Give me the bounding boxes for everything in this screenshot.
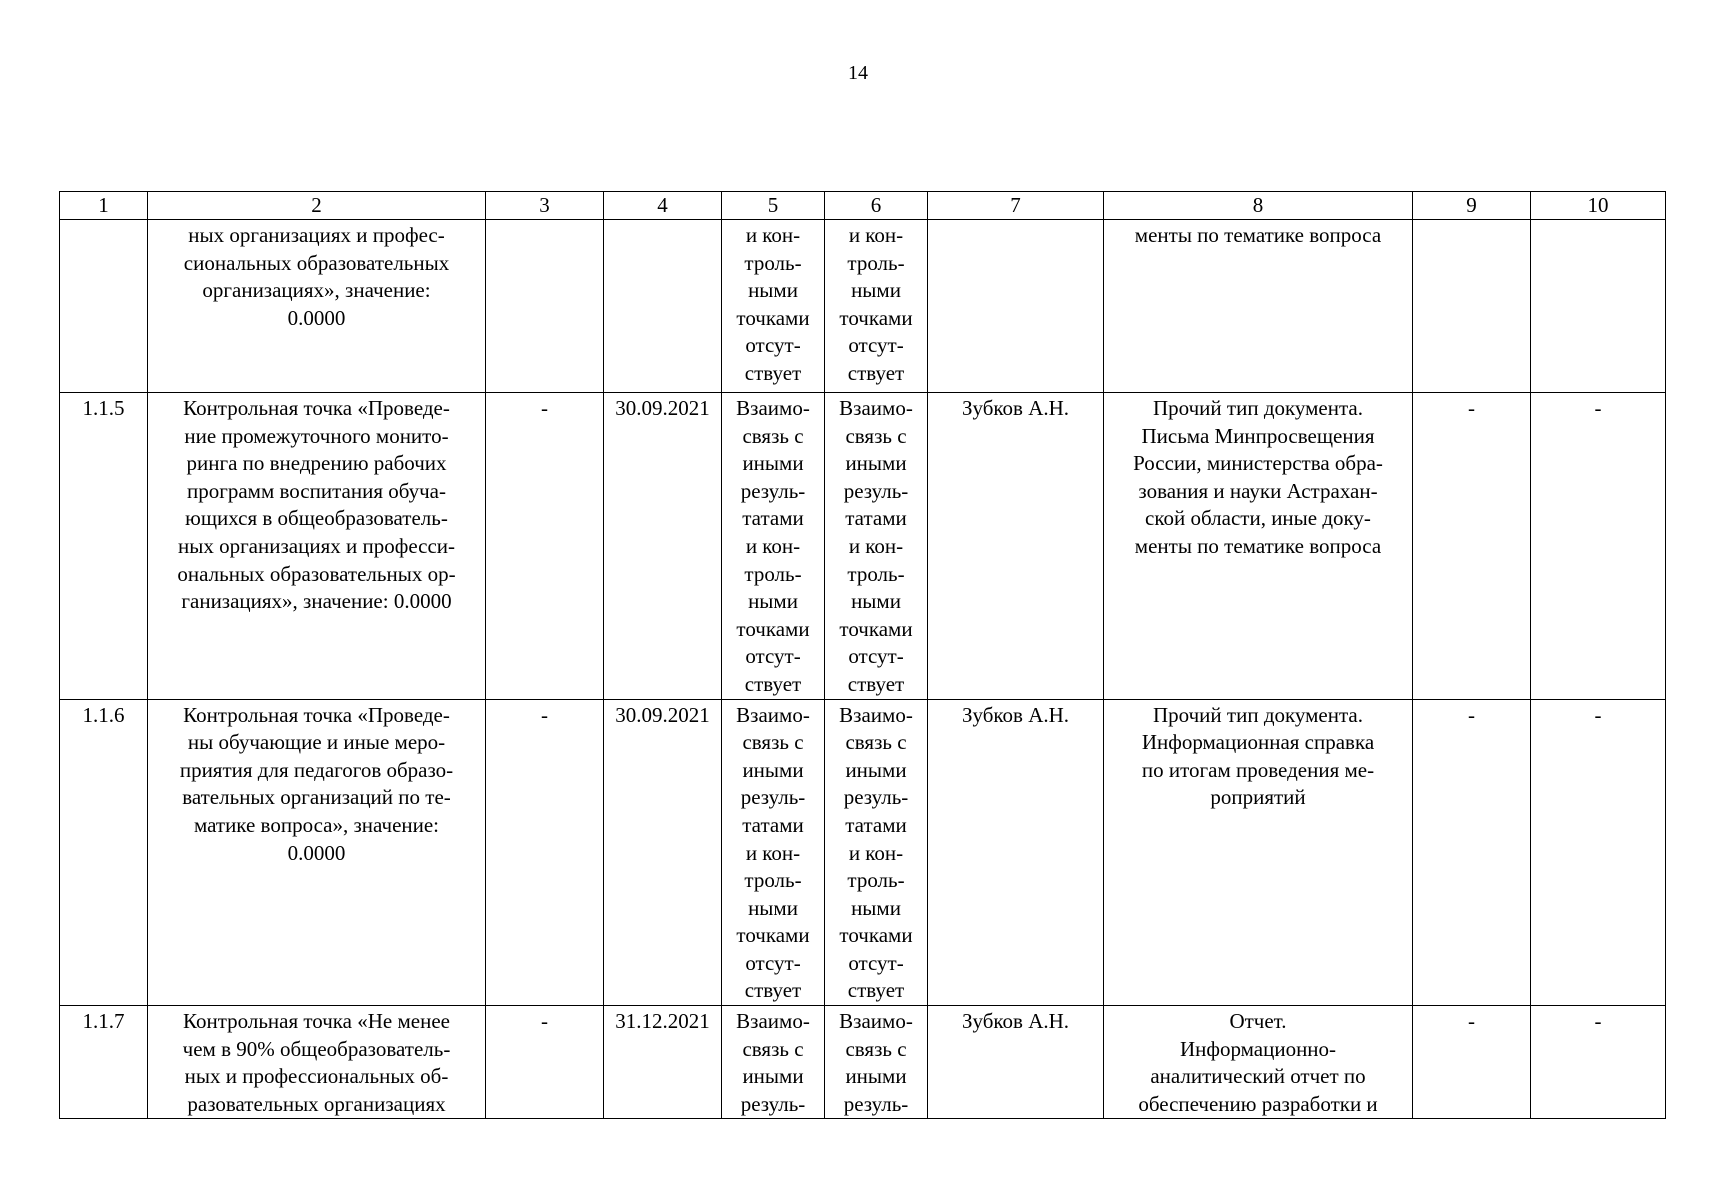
cell-text-line: резуль- [843, 1091, 909, 1116]
relation-cell [722, 1006, 825, 1119]
cell-text-line: троль- [847, 250, 905, 275]
document-type-cell [1104, 699, 1413, 1006]
responsible-cell [928, 220, 1104, 393]
cell-text-line: резуль- [740, 1091, 806, 1116]
column-header: 7 [928, 192, 1104, 220]
cell-text-line: ющихся в общеобразователь- [185, 506, 448, 531]
cell-text-line: чем в 90% общеобразователь- [182, 1036, 451, 1061]
header-row [60, 192, 1666, 220]
cell-text-line: менты по тематике вопроса [1134, 533, 1382, 558]
cell-text-line: троль- [744, 561, 802, 586]
cell-text-line: сиональных образовательных [183, 250, 450, 275]
cell-text-line: зования и науки Астрахан- [1138, 478, 1378, 503]
responsible-cell: Зубков А.Н. [928, 1006, 1104, 1119]
cell-text-line: ными [851, 278, 901, 303]
cell-text-line: по итогам проведения ме- [1141, 757, 1375, 782]
cell-text-line: троль- [847, 868, 905, 893]
cell-text-line: и кон- [745, 840, 801, 865]
relation-cell [722, 699, 825, 1006]
table-row [60, 393, 1666, 700]
date-cell: 31.12.2021 [604, 1006, 722, 1119]
cell-text-line: отсут- [848, 950, 904, 975]
column-10-cell: - [1531, 699, 1666, 1006]
cell-text-line: России, министерства обра- [1133, 451, 1383, 476]
cell-text-line: Отчет. [1229, 1009, 1287, 1034]
table-row [60, 1006, 1666, 1119]
cell-text-line: троль- [847, 561, 905, 586]
row-number-cell [60, 220, 148, 393]
cell-text-line: Взаимо- [736, 702, 810, 727]
document-type-cell [1104, 1006, 1413, 1119]
cell-text-line: иными [845, 451, 907, 476]
responsible-cell: Зубков А.Н. [928, 699, 1104, 1006]
cell-text-line: программ воспитания обуча- [187, 478, 446, 503]
cell-text-line: отсут- [745, 333, 801, 358]
cell-text-line: отсут- [745, 644, 801, 669]
relation-cell [825, 1006, 928, 1119]
cell-text-line: связь с [845, 730, 907, 755]
cell-text-line: ных и профессиональных об- [184, 1064, 449, 1089]
row-number-cell: 1.1.5 [60, 393, 148, 700]
column-header: 3 [486, 192, 604, 220]
cell-text-line: резуль- [740, 785, 806, 810]
cell-text-line: связь с [845, 423, 907, 448]
date-cell: 30.09.2021 [604, 393, 722, 700]
cell-text-line: аналитический отчет по [1150, 1064, 1366, 1089]
date-cell: 30.09.2021 [604, 699, 722, 1006]
cell-text-line: связь с [742, 1036, 804, 1061]
description-cell [148, 699, 486, 1006]
cell-text-line: менты по тематике вопроса [1134, 223, 1382, 247]
cell-text-line: точками [839, 305, 913, 330]
relation-cell [825, 393, 928, 700]
cell-text-line: отсут- [745, 950, 801, 975]
column-9-cell: - [1413, 699, 1531, 1006]
relation-cell [722, 220, 825, 393]
cell-text-line: Взаимо- [839, 396, 913, 420]
cell-text-line: Прочий тип документа. [1153, 396, 1363, 420]
column-header: 6 [825, 192, 928, 220]
cell-text-line: Прочий тип документа. [1153, 702, 1363, 727]
cell-text-line: роприятий [1210, 785, 1306, 810]
cell-text-line: Контрольная точка «Проведе- [183, 396, 450, 420]
column-10-cell [1531, 220, 1666, 393]
cell-text-line: точками [839, 616, 913, 641]
cell-text-line: точками [736, 305, 810, 330]
column-header: 2 [148, 192, 486, 220]
cell-text-line: татами [742, 812, 804, 837]
column-header: 9 [1413, 192, 1531, 220]
cell-text-line: ных организациях и профес- [188, 223, 445, 247]
cell-text-line: ными [748, 895, 798, 920]
cell-text-line: организациях», значение: [202, 278, 431, 303]
column-9-cell [1413, 220, 1531, 393]
cell-text-line: ствует [744, 978, 802, 1003]
column-10-cell: - [1531, 1006, 1666, 1119]
relation-cell [825, 220, 928, 393]
cell-text-line: связь с [845, 1036, 907, 1061]
cell-text-line: ствует [847, 671, 905, 696]
cell-text-line: и кон- [848, 223, 904, 247]
cell-text-line: татами [845, 812, 907, 837]
cell-text-line: приятия для педагогов образо- [179, 757, 454, 782]
cell-text-line: Взаимо- [736, 396, 810, 420]
document-type-cell [1104, 220, 1413, 393]
cell-text-line: Информационная справка [1141, 730, 1375, 755]
cell-text-line: Письма Минпросвещения [1141, 423, 1375, 448]
column-header: 4 [604, 192, 722, 220]
cell-text-line: татами [845, 506, 907, 531]
cell-text-line: ринга по внедрению рабочих [186, 451, 447, 476]
column-header: 1 [60, 192, 148, 220]
cell-text-line: резуль- [740, 478, 806, 503]
cell-text-line: ными [748, 278, 798, 303]
table-row [60, 220, 1666, 393]
base-value-cell: - [486, 393, 604, 700]
cell-text-line: ствует [744, 360, 802, 385]
cell-text-line: точками [736, 923, 810, 948]
cell-text-line: Взаимо- [839, 702, 913, 727]
relation-cell [825, 699, 928, 1006]
document-type-cell [1104, 393, 1413, 700]
column-10-cell: - [1531, 393, 1666, 700]
cell-text-line: ствует [847, 360, 905, 385]
cell-text-line: ской области, иные доку- [1145, 506, 1371, 531]
cell-text-line: отсут- [848, 333, 904, 358]
cell-text-line: Взаимо- [839, 1009, 913, 1034]
responsible-cell: Зубков А.Н. [928, 393, 1104, 700]
cell-text-line: иными [742, 451, 804, 476]
plan-table [59, 191, 1666, 1119]
cell-text-line: точками [839, 923, 913, 948]
cell-text-line: ональных образовательных ор- [177, 561, 456, 586]
cell-text-line: отсут- [848, 644, 904, 669]
column-header: 5 [722, 192, 825, 220]
cell-text-line: и кон- [745, 533, 801, 558]
cell-text-line: Контрольная точка «Не менее [183, 1009, 450, 1034]
column-header: 10 [1531, 192, 1666, 220]
cell-text-line: Контрольная точка «Проведе- [183, 702, 450, 727]
cell-text-line: иными [742, 1064, 804, 1089]
cell-text-line: троль- [744, 868, 802, 893]
cell-text-line: разовательных организациях [187, 1091, 446, 1116]
base-value-cell: - [486, 699, 604, 1006]
cell-text-line: ных организациях и професси- [177, 533, 456, 558]
cell-text-line: иными [845, 757, 907, 782]
column-9-cell: - [1413, 1006, 1531, 1119]
table-row [60, 699, 1666, 1006]
base-value-cell: - [486, 1006, 604, 1119]
cell-text-line: 0.0000 [287, 305, 346, 330]
row-number-cell: 1.1.7 [60, 1006, 148, 1119]
date-cell [604, 220, 722, 393]
cell-text-line: ствует [744, 671, 802, 696]
cell-text-line: и кон- [745, 223, 801, 247]
cell-text-line: точками [736, 616, 810, 641]
cell-text-line: вательных организаций по те- [182, 785, 451, 810]
column-9-cell: - [1413, 393, 1531, 700]
description-cell [148, 1006, 486, 1119]
cell-text-line: Взаимо- [736, 1009, 810, 1034]
row-number-cell: 1.1.6 [60, 699, 148, 1006]
cell-text-line: троль- [744, 250, 802, 275]
cell-text-line: обеспечению разработки и [1138, 1091, 1378, 1116]
cell-text-line: резуль- [843, 785, 909, 810]
cell-text-line: татами [742, 506, 804, 531]
base-value-cell [486, 220, 604, 393]
page-number: 14 [848, 62, 868, 84]
relation-cell [722, 393, 825, 700]
cell-text-line: и кон- [848, 533, 904, 558]
cell-text-line: ганизациях», значение: 0.0000 [181, 589, 452, 614]
cell-text-line: ние промежуточного монито- [184, 423, 449, 448]
cell-text-line: ны обучающие и иные меро- [187, 730, 446, 755]
cell-text-line: связь с [742, 423, 804, 448]
cell-text-line: и кон- [848, 840, 904, 865]
cell-text-line: ными [851, 589, 901, 614]
cell-text-line: связь с [742, 730, 804, 755]
cell-text-line: Информационно- [1179, 1036, 1337, 1061]
cell-text-line: иными [742, 757, 804, 782]
cell-text-line: ными [851, 895, 901, 920]
cell-text-line: резуль- [843, 478, 909, 503]
cell-text-line: матике вопроса», значение: [193, 812, 440, 837]
cell-text-line: ствует [847, 978, 905, 1003]
column-header: 8 [1104, 192, 1413, 220]
description-cell [148, 220, 486, 393]
cell-text-line: иными [845, 1064, 907, 1089]
cell-text-line: 0.0000 [287, 840, 346, 865]
description-cell [148, 393, 486, 700]
cell-text-line: ными [748, 589, 798, 614]
